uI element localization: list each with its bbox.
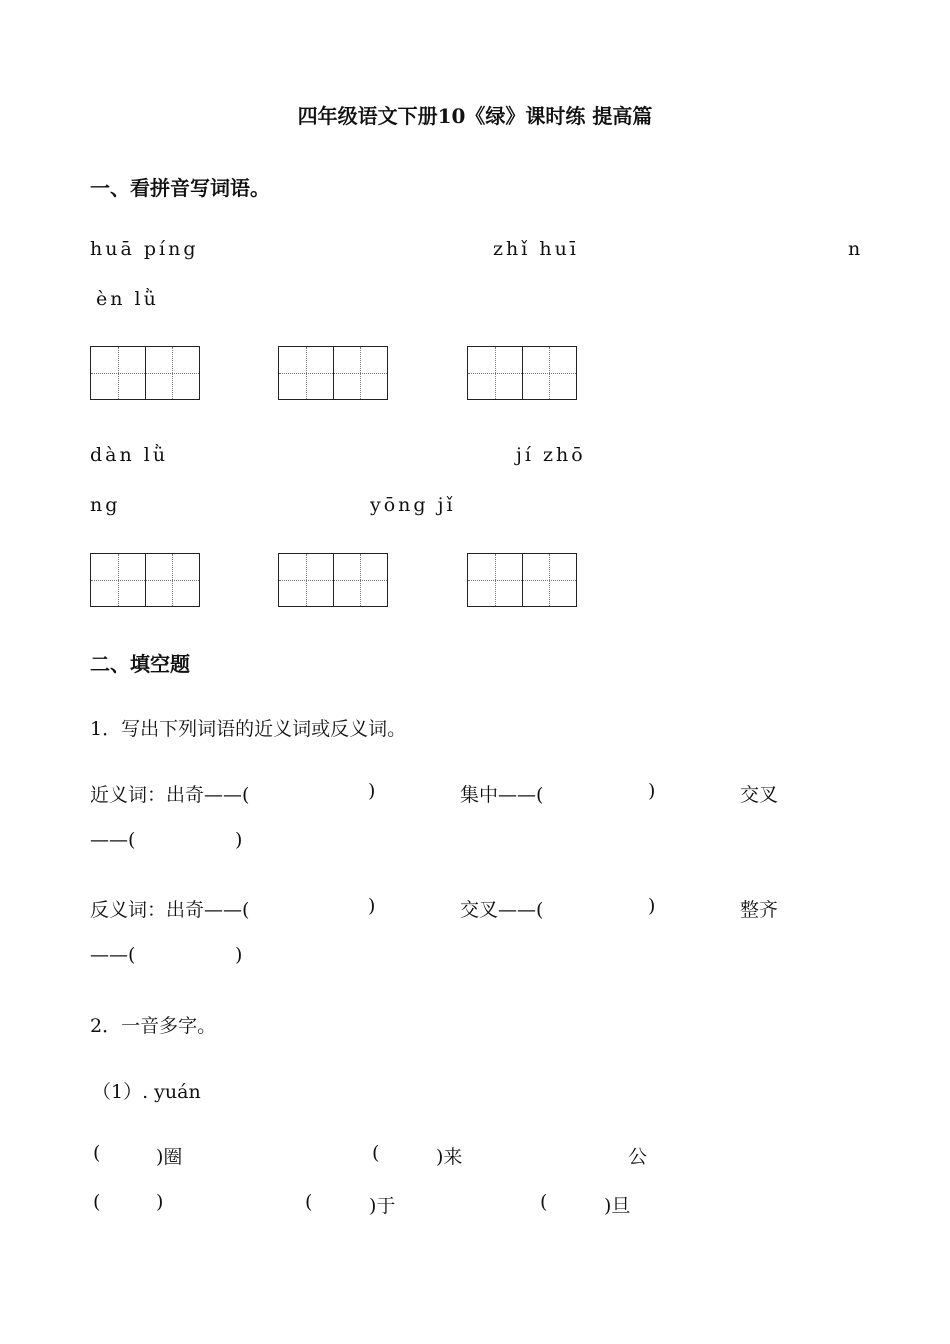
section-heading-fill-blank: 二、填空题 [90, 652, 190, 676]
blank-word: )于 [369, 1195, 396, 1217]
blank-paren: ( [93, 1142, 101, 1164]
blank-word: )圈 [156, 1146, 183, 1168]
antonym-label: 反义词：出奇——( [90, 899, 250, 921]
question-prompt: 1．写出下列词语的近义词或反义词。 [90, 718, 407, 740]
page-title: 四年级语文下册10《绿》课时练 提高篇 [297, 104, 653, 128]
writing-grid[interactable] [90, 346, 200, 400]
close-paren: ) [648, 780, 656, 802]
synonym-label: 近义词：出奇——( [90, 784, 250, 806]
pinyin-label: yōng jǐ [370, 494, 456, 516]
writing-grid[interactable] [467, 553, 577, 607]
question-prompt: 2．一音多字。 [90, 1015, 217, 1037]
blank-paren: ( [93, 1191, 101, 1213]
writing-grid[interactable] [90, 553, 200, 607]
blank-word: ) [156, 1191, 164, 1213]
writing-grid[interactable] [278, 346, 388, 400]
synonym-item: 交叉 [740, 784, 779, 806]
close-paren: ) [235, 944, 243, 966]
pinyin-label: dàn lǜ [90, 444, 169, 466]
close-paren: ) [648, 895, 656, 917]
close-paren: ) [368, 895, 376, 917]
pinyin-label: èn lǜ [96, 288, 159, 310]
blank-word: 公 [628, 1146, 648, 1168]
synonym-item: 集中——( [460, 784, 544, 806]
section-heading-pinyin: 一、看拼音写词语。 [90, 176, 270, 200]
antonym-item: ——( [90, 944, 136, 966]
writing-grid[interactable] [278, 553, 388, 607]
pinyin-label: ng [90, 494, 121, 516]
pinyin-label: zhǐ huī [493, 238, 579, 260]
blank-paren: ( [305, 1191, 313, 1213]
pinyin-label: n [848, 238, 864, 260]
blank-paren: ( [540, 1191, 548, 1213]
synonym-item: ——( [90, 829, 136, 851]
close-paren: ) [368, 780, 376, 802]
antonym-item: 整齐 [740, 899, 779, 921]
antonym-item: 交叉——( [460, 899, 544, 921]
sub-question-label: （1）. yuán [92, 1081, 201, 1103]
blank-word: )来 [436, 1146, 463, 1168]
writing-grid[interactable] [467, 346, 577, 400]
pinyin-label: jí zhō [516, 444, 586, 466]
blank-paren: ( [372, 1142, 380, 1164]
close-paren: ) [235, 829, 243, 851]
pinyin-label: huā píng [90, 238, 199, 260]
blank-word: )旦 [604, 1195, 631, 1217]
